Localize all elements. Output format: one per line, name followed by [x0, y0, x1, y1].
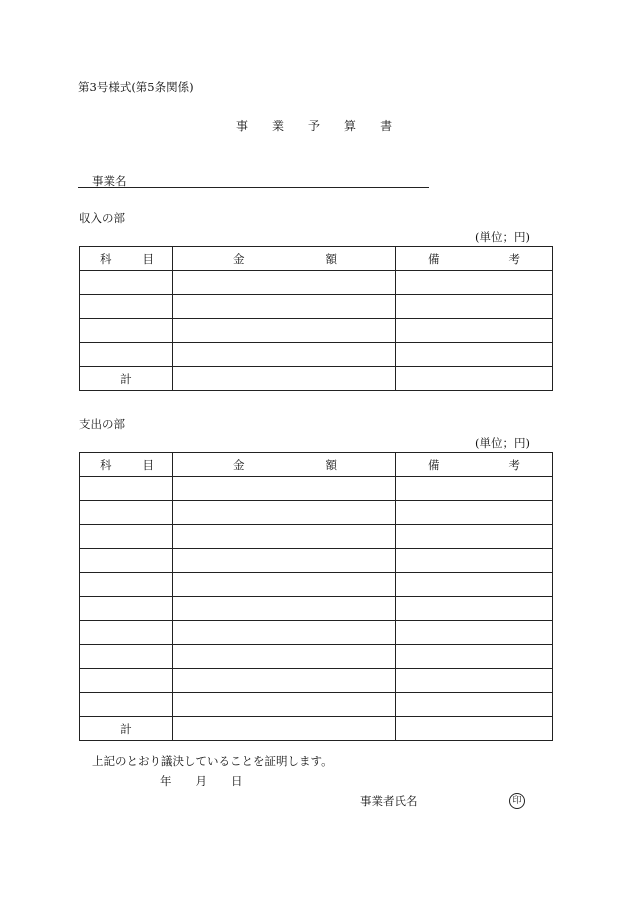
income-amount-cell[interactable]	[173, 343, 396, 367]
expense-remarks-cell[interactable]	[396, 501, 553, 525]
business-name-label: 事業名	[92, 174, 127, 188]
date-year-label: 年	[160, 774, 172, 788]
expense-amount-cell[interactable]	[173, 573, 396, 597]
document-title	[236, 120, 392, 132]
income-total-remarks-cell[interactable]	[396, 367, 553, 391]
expense-item-cell[interactable]	[80, 669, 173, 693]
expense-total-remarks-cell[interactable]	[396, 717, 553, 741]
expense-header-remarks-char-2: 考	[508, 457, 520, 472]
expense-table-row	[80, 597, 553, 621]
expense-header-remarks	[396, 453, 553, 477]
expense-table	[79, 452, 553, 741]
date-line	[160, 776, 267, 788]
certification-statement: 上記のとおり議決していることを証明します。	[92, 754, 333, 768]
expense-header-item-char-2: 目	[142, 457, 154, 472]
expense-amount-cell[interactable]	[173, 693, 396, 717]
income-unit-label: (単位；円)	[475, 230, 530, 244]
expense-remarks-cell[interactable]	[396, 645, 553, 669]
expense-amount-cell[interactable]	[173, 549, 396, 573]
expense-item-cell[interactable]	[80, 525, 173, 549]
income-amount-cell[interactable]	[173, 271, 396, 295]
income-table-row	[80, 271, 553, 295]
expense-amount-cell[interactable]	[173, 525, 396, 549]
expense-remarks-cell[interactable]	[396, 477, 553, 501]
expense-item-cell[interactable]	[80, 621, 173, 645]
expense-remarks-cell[interactable]	[396, 669, 553, 693]
expense-table-row	[80, 693, 553, 717]
document-title-char: 事	[236, 119, 249, 133]
expense-remarks-cell[interactable]	[396, 597, 553, 621]
document-title-char: 予	[308, 119, 321, 133]
date-month-label: 月	[195, 774, 207, 788]
expense-total-amount-cell[interactable]	[173, 717, 396, 741]
expense-section-heading: 支出の部	[79, 417, 125, 431]
document-title-char: 書	[380, 119, 393, 133]
expense-header-item-char-1: 科	[100, 457, 112, 472]
income-remarks-cell[interactable]	[396, 271, 553, 295]
expense-remarks-cell[interactable]	[396, 549, 553, 573]
income-total-amount-cell[interactable]	[173, 367, 396, 391]
income-item-cell[interactable]	[80, 319, 173, 343]
expense-table-row	[80, 573, 553, 597]
expense-remarks-cell[interactable]	[396, 621, 553, 645]
expense-header-remarks-char-1: 備	[428, 457, 440, 472]
expense-item-cell[interactable]	[80, 573, 173, 597]
form-reference: 第3号様式(第5条関係)	[78, 80, 194, 94]
income-section-heading: 収入の部	[79, 211, 125, 225]
expense-table-row	[80, 549, 553, 573]
expense-amount-cell[interactable]	[173, 477, 396, 501]
expense-table-header-row	[80, 453, 553, 477]
business-name-field-line	[78, 187, 429, 188]
income-header-item	[80, 247, 173, 271]
expense-item-cell[interactable]	[80, 597, 173, 621]
income-amount-cell[interactable]	[173, 295, 396, 319]
income-total-label: 計	[80, 367, 173, 391]
expense-header-item	[80, 453, 173, 477]
expense-total-label: 計	[80, 717, 173, 741]
expense-remarks-cell[interactable]	[396, 693, 553, 717]
expense-header-amount-char-1: 金	[233, 457, 245, 472]
expense-table-row	[80, 477, 553, 501]
income-table-row	[80, 295, 553, 319]
income-header-remarks-char-2: 考	[508, 251, 520, 266]
income-header-amount	[173, 247, 396, 271]
expense-item-cell[interactable]	[80, 549, 173, 573]
income-table	[79, 246, 553, 391]
expense-item-cell[interactable]	[80, 693, 173, 717]
expense-unit-label: (単位；円)	[475, 436, 530, 450]
income-header-remarks-char-1: 備	[428, 251, 440, 266]
income-header-amount-char-1: 金	[233, 251, 245, 266]
document-title-char: 算	[344, 119, 357, 133]
income-table-header-row	[80, 247, 553, 271]
expense-table-row	[80, 621, 553, 645]
seal-icon: 印	[509, 793, 525, 809]
income-item-cell[interactable]	[80, 271, 173, 295]
signer-name-label: 事業者氏名	[360, 794, 418, 808]
expense-header-amount-char-2: 額	[325, 457, 337, 472]
expense-item-cell[interactable]	[80, 477, 173, 501]
document-title-char: 業	[272, 119, 285, 133]
expense-remarks-cell[interactable]	[396, 525, 553, 549]
expense-table-row	[80, 501, 553, 525]
income-header-item-char-1: 科	[100, 251, 112, 266]
expense-amount-cell[interactable]	[173, 645, 396, 669]
expense-amount-cell[interactable]	[173, 597, 396, 621]
income-total-row	[80, 367, 553, 391]
expense-header-amount	[173, 453, 396, 477]
income-amount-cell[interactable]	[173, 319, 396, 343]
income-remarks-cell[interactable]	[396, 319, 553, 343]
income-item-cell[interactable]	[80, 295, 173, 319]
income-table-row	[80, 343, 553, 367]
income-table-row	[80, 319, 553, 343]
date-day-label: 日	[231, 774, 243, 788]
expense-amount-cell[interactable]	[173, 621, 396, 645]
income-remarks-cell[interactable]	[396, 295, 553, 319]
expense-table-row	[80, 645, 553, 669]
income-item-cell[interactable]	[80, 343, 173, 367]
expense-item-cell[interactable]	[80, 645, 173, 669]
income-header-remarks	[396, 247, 553, 271]
expense-amount-cell[interactable]	[173, 501, 396, 525]
income-header-amount-char-2: 額	[325, 251, 337, 266]
income-remarks-cell[interactable]	[396, 343, 553, 367]
expense-item-cell[interactable]	[80, 501, 173, 525]
expense-remarks-cell[interactable]	[396, 573, 553, 597]
income-header-item-char-2: 目	[142, 251, 154, 266]
expense-table-row	[80, 525, 553, 549]
expense-total-row	[80, 717, 553, 741]
expense-amount-cell[interactable]	[173, 669, 396, 693]
expense-table-row	[80, 669, 553, 693]
